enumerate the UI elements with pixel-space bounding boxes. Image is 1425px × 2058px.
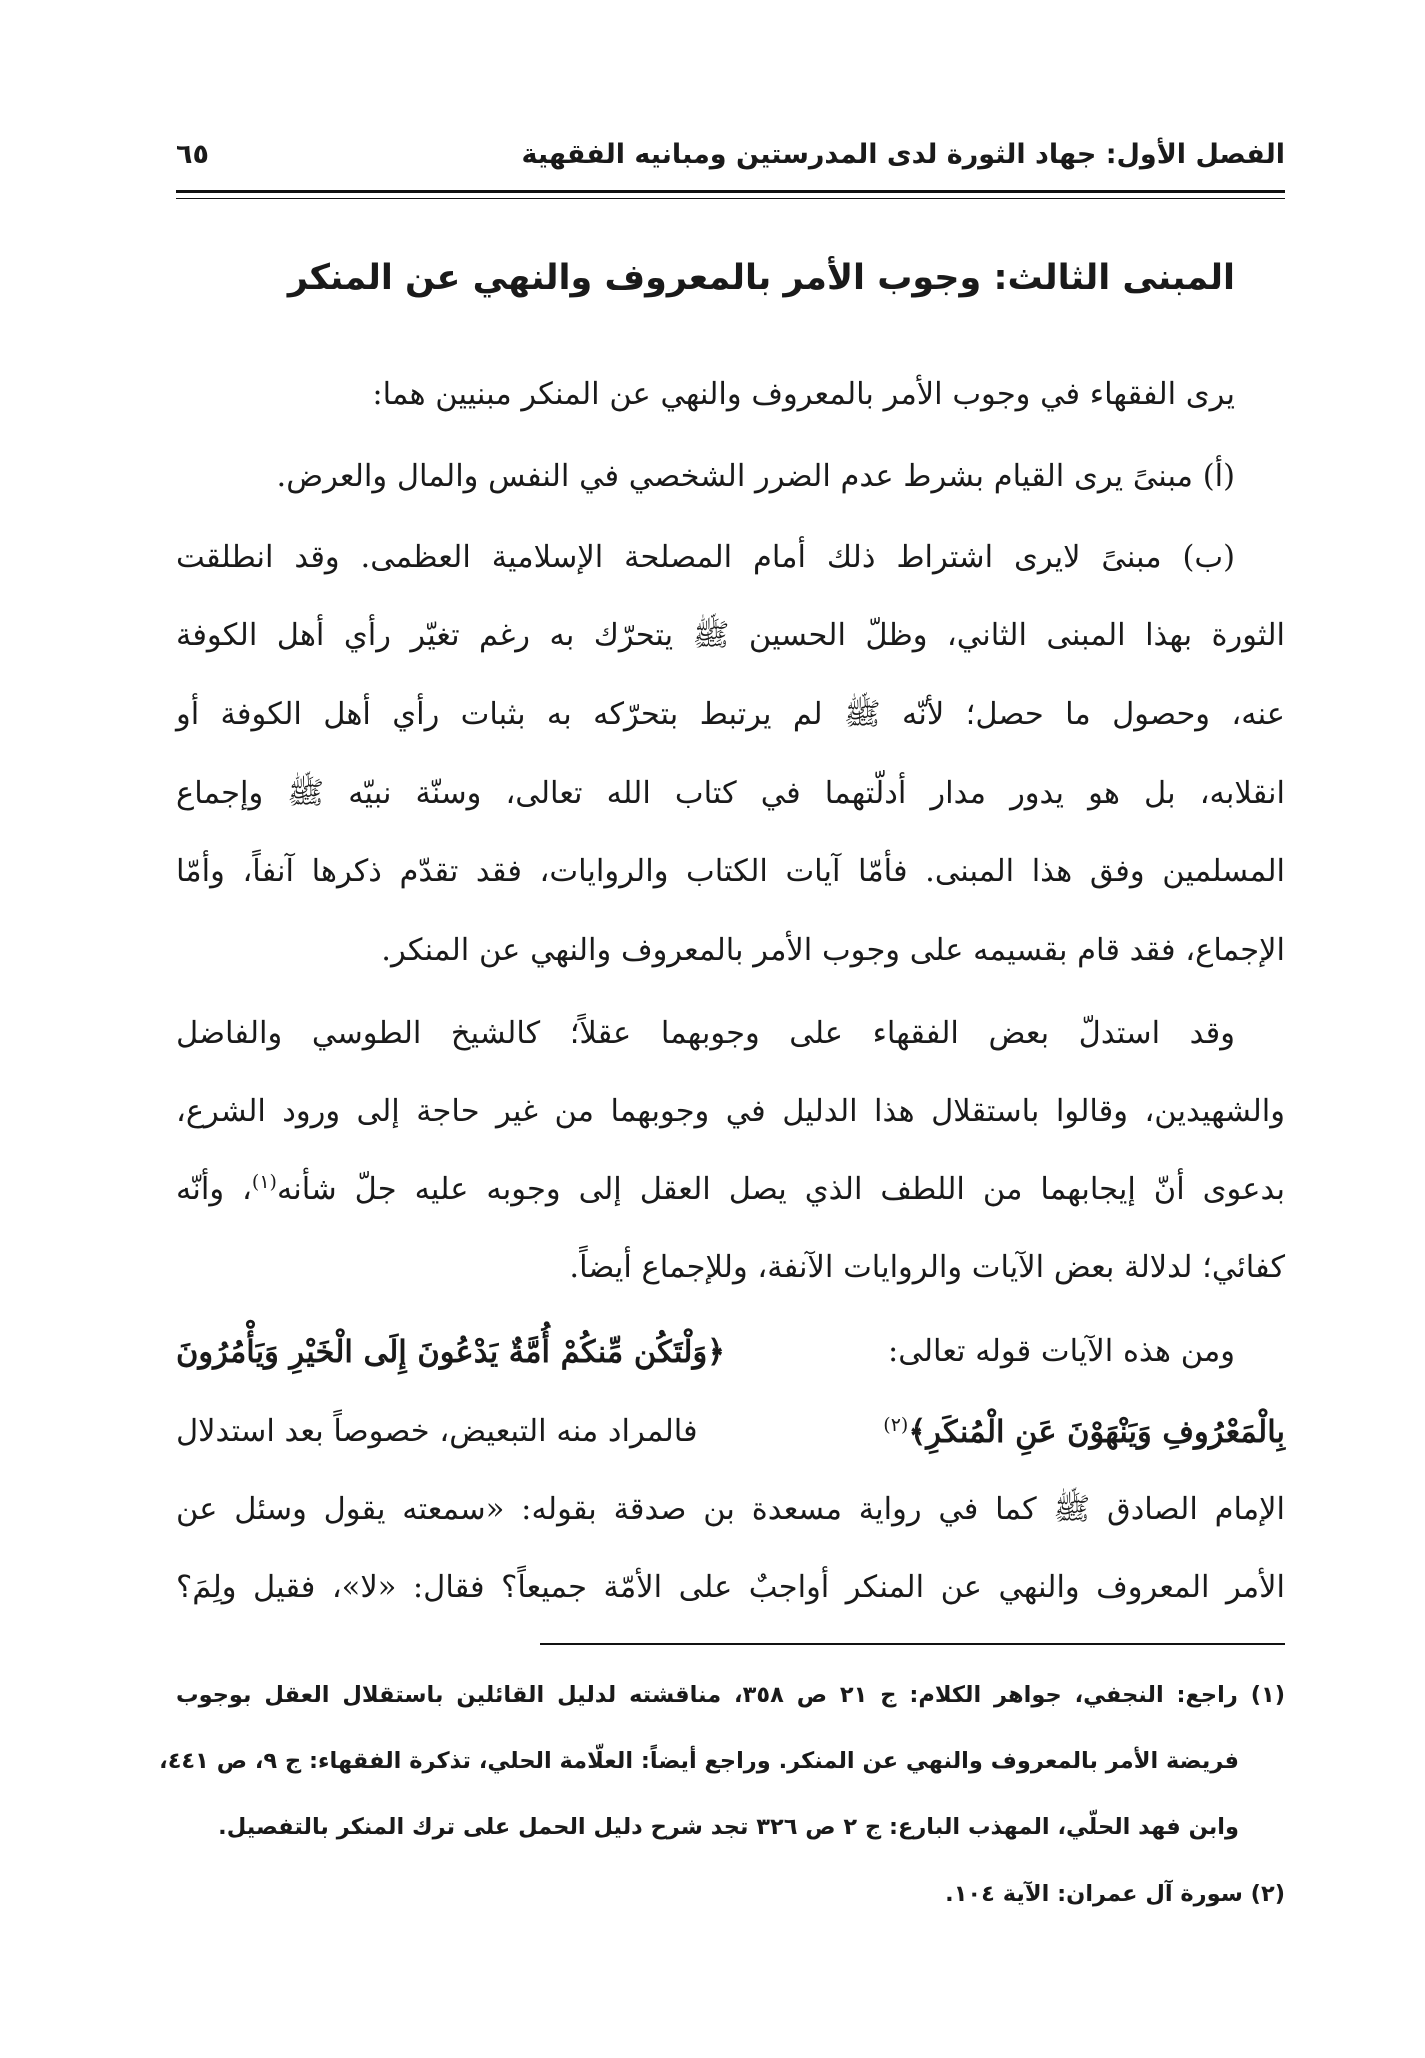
body-line: (أ) مبنىً يرى القيام بشرط عدم الضرر الشخصي في النفس والمال والعرض. [276, 459, 1235, 494]
body-line: (ب) مبنىً لايرى اشتراط ذلك أمام المصلحة الإسلامية العظمى. وقد انطلقت [176, 540, 1235, 575]
footnote-separator [540, 1643, 1285, 1645]
header-rule-thin [176, 198, 1285, 199]
body-line: وقد استدلّ بعض الفقهاء على وجوبهما عقلاً؛ كالشيخ الطوسي والفاضل [176, 1016, 1235, 1051]
running-header [176, 128, 1285, 180]
footnote-line: (١) راجع: النجفي، جواهر الكلام: ج ٢١ ص ٣٥٨، مناقشته لدليل القائلين باستقلال العقل بوجوب [176, 1682, 1286, 1708]
body-line-with-note [176, 1168, 1285, 1212]
body-line: الثورة بهذا المبنى الثاني، وظلّ الحسين ﷺ يتحرّك به رغم تغيّر رأي أهل الكوفة [176, 618, 1285, 653]
footnote-line: فريضة الأمر بالمعروف والنهي عن المنكر. وراجع أيضاً: العلّامة الحلي، تذكرة الفقهاء: ج ٩، ص ٤٤١، [159, 1748, 1239, 1774]
body-line-with-verse [176, 1330, 1235, 1374]
footnote-ref-2: (٢) [883, 1413, 909, 1436]
footnote-line: وابن فهد الحلّي، المهذب البارع: ج ٢ ص ٣٢٦ تجد شرح دليل الحمل على ترك المنكر بالتفصيل. [218, 1814, 1239, 1840]
quran-verse-part-2: بِالْمَعْرُوفِ وَيَنْهَوْنَ عَنِ الْمُنكَرِ﴾ [908, 1414, 1285, 1450]
body-text: ، وأنّه [176, 1172, 252, 1207]
body-line: الإجماع، فقد قام بقسيمه على وجوب الأمر بالمعروف والنهي عن المنكر. [381, 933, 1285, 968]
body-line: والشهيدين، وقالوا باستقلال هذا الدليل في وجوبهما من غير حاجة إلى ورود الشرع، [176, 1094, 1285, 1129]
body-line-with-verse [176, 1410, 1285, 1455]
footnote-line: (٢) سورة آل عمران: الآية ١٠٤. [945, 1881, 1285, 1907]
page-number: ٦٥ [176, 138, 209, 170]
body-line: الأمر المعروف والنهي عن المنكر أواجبٌ على الأمّة جميعاً؟ فقال: «لا»، فقيل ولِمَ؟ [176, 1570, 1285, 1605]
footnote-ref-1: (١) [251, 1170, 277, 1193]
chapter-title: الفصل الأول: جهاد الثورة لدى المدرستين ومبانيه الفقهية [521, 138, 1285, 170]
section-heading: المبنى الثالث: وجوب الأمر بالمعروف والنهي عن المنكر [287, 258, 1235, 298]
body-line: انقلابه، بل هو يدور مدار أدلّتهما في كتاب الله تعالى، وسنّة نبيّه ﷺ وإجماع [176, 776, 1285, 811]
body-line: كفائي؛ لدلالة بعض الآيات والروايات الآنفة، وللإجماع أيضاً. [569, 1250, 1285, 1285]
quran-verse-part-1: ﴿وَلْتَكُن مِّنكُمْ أُمَّةٌ يَدْعُونَ إِلَى الْخَيْرِ وَيَأْمُرُونَ [176, 1334, 726, 1370]
header-rule [176, 190, 1285, 193]
body-line: عنه، وحصول ما حصل؛ لأنّه ﷺ لم يرتبط بتحرّكه به بثبات رأي أهل الكوفة أو [176, 697, 1285, 732]
body-text: بدعوى أنّ إيجابهما من اللطف الذي يصل العقل إلى وجوبه عليه جلّ شأنه [276, 1172, 1285, 1207]
body-line: الإمام الصادق ﷺ كما في رواية مسعدة بن صدقة بقوله: «سمعته يقول وسئل عن [176, 1492, 1285, 1527]
body-line: المسلمين وفق هذا المبنى. فأمّا آيات الكتاب والروايات، فقد تقدّم ذكرها آنفاً، وأمّا [176, 854, 1285, 889]
body-text: فالمراد منه التبعيض، خصوصاً بعد استدلال [176, 1414, 698, 1449]
verse-intro: ومن هذه الآيات قوله تعالى: [888, 1334, 1235, 1369]
body-line: يرى الفقهاء في وجوب الأمر بالمعروف والنهي عن المنكر مبنيين هما: [372, 377, 1235, 412]
